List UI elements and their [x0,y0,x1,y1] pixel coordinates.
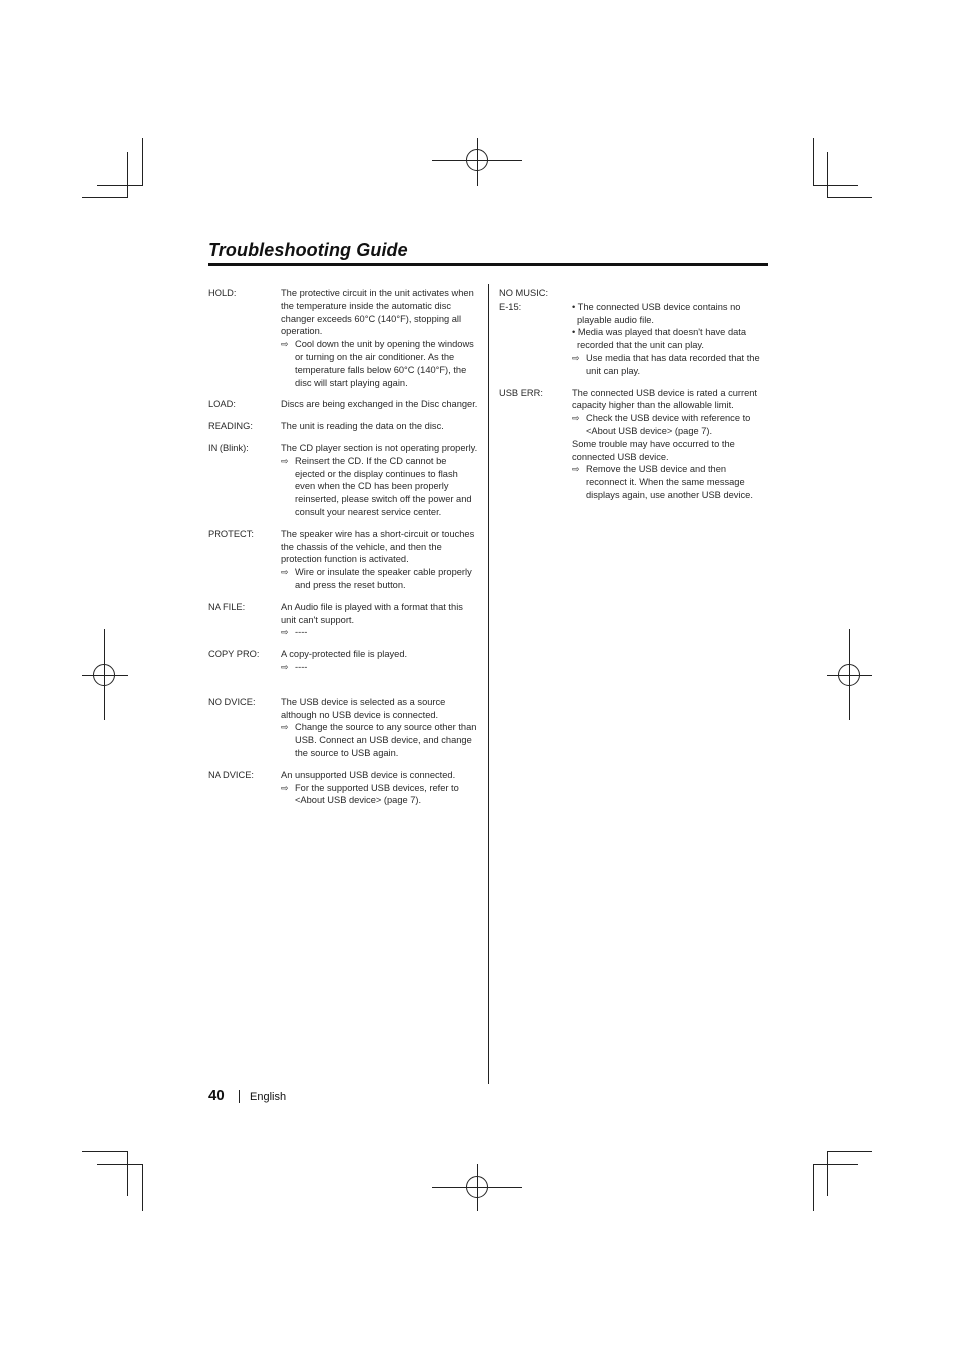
troubleshooting-entry [499,387,769,502]
message-code: PROTECT: [208,528,254,539]
arrow-icon: ⇨ [572,413,580,424]
cause-text: The unit is reading the data on the disc. [281,421,444,432]
troubleshooting-entry [208,528,478,592]
message-description [281,601,478,639]
cause-text: The speaker wire has a short-circuit or touches the chassis of the vehicle, and then the protection function is activated. [281,528,475,565]
troubleshooting-entry [208,398,478,411]
message-description [572,301,769,378]
remedy-text [281,626,478,639]
troubleshooting-entry [208,287,478,389]
right-column [499,287,769,511]
message-description [281,420,478,433]
remedy-text [281,455,478,519]
cause-text: An Audio file is played with a format that this unit can't support. [281,601,463,625]
message-code: USB ERR: [499,387,543,398]
page-title: Troubleshooting Guide [208,240,408,260]
remedy-text [281,782,478,808]
page-number-divider [239,1090,240,1103]
cause-text: Some trouble may have occurred to the connected USB device. [572,438,735,462]
message-description [281,648,478,674]
troubleshooting-entry [208,442,478,519]
cause-text: Discs are being exchanged in the Disc changer. [281,399,478,410]
cause-text: The protective circuit in the unit activates when the temperature inside the automatic disc changer exceeds 60°C (140°F), stopping all operation. [281,288,474,337]
troubleshooting-entry [499,301,769,378]
bullet-text: • The connected USB device contains no playable audio file. [572,301,741,325]
remedy-label: Reinsert the CD. If the CD cannot be ejected or the display continues to flash even when the CD has been properly reinserted, please switch off the power and consult your nearest service center. [295,455,472,517]
remedy-label: Remove the USB device and then reconnect it. When the same message displays again, use another USB device. [586,464,753,500]
remedy-label: Cool down the unit by opening the windows or turning on the air conditioner. As the temperature falls below 60°C (140°F), the disc will start playing again. [295,339,474,388]
message-code: READING: [208,421,253,432]
troubleshooting-entry [208,420,478,433]
arrow-icon: ⇨ [281,627,289,638]
remedy-text [572,352,769,378]
remedy-text [281,566,478,592]
message-description [572,387,769,502]
troubleshooting-entry [208,601,478,639]
message-code: E-15: [499,301,522,312]
remedy-text [281,338,478,389]
message-description [281,696,478,760]
left-column [208,287,478,816]
message-code: LOAD: [208,399,236,410]
remedy-label: ---- [295,661,308,672]
message-description [281,442,478,519]
arrow-icon: ⇨ [281,661,289,672]
title-rule [208,263,768,266]
remedy-text [572,412,769,438]
message-code: HOLD: [208,288,237,298]
message-code: NO DVICE: [208,696,256,707]
arrow-icon: ⇨ [281,567,289,578]
cause-text: The connected USB device is rated a current capacity higher than the allowable limit. [572,387,758,411]
message-description [572,287,769,300]
bullet-text: • Media was played that doesn't have data recorded that the unit can play. [572,327,747,351]
cause-text: An unsupported USB device is connected. [281,769,456,780]
remedy-label: Change the source to any source other than USB. Connect an USB device, and change the source to USB again. [295,722,477,758]
remedy-text [281,661,478,674]
message-code: NA FILE: [208,601,246,612]
arrow-icon: ⇨ [572,464,580,475]
cause-text: The USB device is selected as a source although no USB device is connected. [281,696,446,720]
message-code: NO MUSIC: [499,288,549,298]
remedy-text [572,463,769,501]
troubleshooting-entry [208,648,478,674]
message-code: COPY PRO: [208,649,260,660]
arrow-icon: ⇨ [572,352,580,363]
arrow-icon: ⇨ [281,339,289,350]
remedy-label: Wire or insulate the speaker cable properly and press the reset button. [295,567,472,590]
cause-text: A copy-protected file is played. [281,649,408,660]
arrow-icon: ⇨ [281,722,289,733]
cause-text: The CD player section is not operating properly. [281,442,478,453]
remedy-label: ---- [295,627,308,638]
troubleshooting-entry [499,287,769,300]
remedy-label: Check the USB device with reference to <About USB device> (page 7). [586,413,751,436]
column-divider [488,284,489,1084]
message-description [281,769,478,807]
message-code: NA DVICE: [208,769,254,780]
arrow-icon: ⇨ [281,782,289,793]
message-description [281,398,478,411]
troubleshooting-entry [208,769,478,807]
troubleshooting-entry [208,696,478,760]
remedy-label: For the supported USB devices, refer to <About USB device> (page 7). [295,782,459,806]
message-description [281,528,478,592]
language-label: English [250,1091,287,1103]
arrow-icon: ⇨ [281,455,289,466]
message-description [281,287,478,389]
remedy-text [281,721,478,759]
message-code: IN (Blink): [208,442,249,453]
page-number: 40 [208,1087,225,1104]
remedy-label: Use media that has data recorded that the unit can play. [586,352,760,376]
